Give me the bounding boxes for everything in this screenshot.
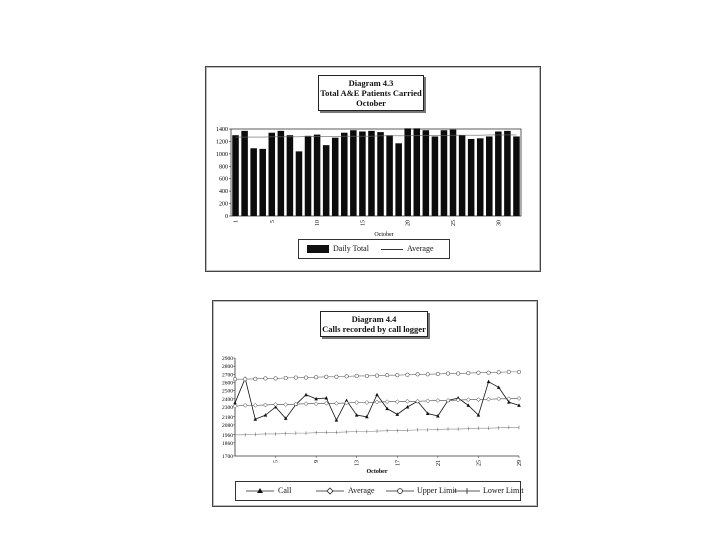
data-point bbox=[365, 401, 369, 405]
chart-panel-patients bbox=[205, 66, 541, 272]
bar bbox=[504, 131, 511, 216]
bar bbox=[241, 131, 248, 216]
data-point bbox=[466, 398, 470, 402]
data-point bbox=[456, 372, 460, 376]
bar bbox=[377, 132, 384, 216]
y-tick-label: 2600 bbox=[222, 380, 233, 387]
y-tick-label: 1860 bbox=[222, 440, 233, 447]
data-point bbox=[355, 374, 359, 378]
data-point bbox=[406, 373, 410, 377]
data-point bbox=[466, 403, 470, 407]
series-line bbox=[235, 378, 519, 420]
data-point bbox=[253, 403, 257, 407]
bar bbox=[477, 138, 484, 216]
data-point bbox=[243, 377, 247, 381]
bar-swatch bbox=[307, 245, 329, 253]
data-point bbox=[416, 373, 420, 377]
data-point bbox=[365, 374, 369, 378]
data-point bbox=[324, 375, 328, 379]
bar bbox=[269, 133, 276, 216]
bar bbox=[513, 136, 520, 216]
data-point bbox=[517, 396, 521, 400]
bar bbox=[459, 135, 466, 216]
data-point bbox=[274, 403, 278, 407]
bar bbox=[259, 149, 266, 216]
title-line: Diagram 4.3 bbox=[348, 78, 394, 88]
data-point bbox=[487, 371, 491, 375]
x-tick-label: 17 bbox=[395, 460, 402, 466]
data-point bbox=[466, 371, 470, 375]
data-point bbox=[264, 377, 268, 381]
legend-label: Daily Total bbox=[333, 244, 369, 253]
y-tick-label: 2500 bbox=[222, 388, 233, 395]
data-point bbox=[395, 412, 399, 416]
y-tick-label: 800 bbox=[219, 164, 228, 171]
y-tick-label: 1200 bbox=[216, 139, 228, 146]
bar bbox=[441, 130, 448, 216]
data-point bbox=[334, 401, 338, 405]
legend-label: Upper Limit bbox=[417, 486, 457, 495]
y-tick-label: 2300 bbox=[222, 405, 233, 411]
x-tick-label: 21 bbox=[435, 460, 442, 466]
data-point bbox=[375, 400, 379, 404]
title-line: Total A&E Patients Carried bbox=[320, 88, 422, 98]
line-chart bbox=[213, 301, 537, 506]
bar bbox=[278, 131, 285, 216]
bar bbox=[432, 136, 439, 216]
bar bbox=[314, 135, 321, 216]
bar bbox=[305, 136, 312, 216]
data-point bbox=[385, 373, 389, 377]
data-point bbox=[284, 376, 288, 380]
data-point bbox=[263, 403, 267, 407]
title-line: Diagram 4.4 bbox=[351, 314, 397, 324]
data-point bbox=[487, 380, 491, 384]
bar bbox=[423, 130, 430, 216]
bar bbox=[350, 130, 357, 216]
data-point bbox=[274, 377, 278, 381]
data-point bbox=[375, 393, 379, 397]
x-axis-label: October bbox=[374, 232, 394, 238]
y-tick-label: 2400 bbox=[222, 396, 233, 403]
line-swatch bbox=[381, 249, 403, 250]
y-tick-label: 2900 bbox=[222, 356, 233, 362]
data-point bbox=[314, 402, 318, 406]
y-tick-label: 400 bbox=[219, 189, 228, 196]
bar bbox=[323, 145, 330, 216]
data-point bbox=[304, 376, 308, 380]
legend-label: Average bbox=[407, 244, 434, 253]
legend-label: Call bbox=[278, 486, 292, 495]
data-point bbox=[436, 398, 440, 402]
y-tick-label: 1400 bbox=[216, 127, 228, 133]
y-tick-label: 2080 bbox=[222, 422, 233, 429]
x-tick-label: 1 bbox=[233, 220, 240, 223]
x-tick-label: 29 bbox=[517, 460, 523, 466]
bar bbox=[287, 135, 294, 216]
x-tick-label: 25 bbox=[451, 220, 458, 226]
data-point bbox=[446, 372, 450, 376]
title-line: October bbox=[356, 98, 386, 108]
data-point bbox=[405, 399, 409, 403]
data-point bbox=[477, 371, 481, 375]
data-point bbox=[487, 397, 491, 401]
y-tick-label: 0 bbox=[225, 214, 228, 220]
x-tick-label: 10 bbox=[315, 220, 322, 226]
data-point bbox=[497, 385, 501, 389]
bar bbox=[386, 135, 393, 216]
legend-label: Lower Limit bbox=[483, 486, 524, 495]
chart-legend bbox=[298, 239, 450, 259]
data-point bbox=[233, 404, 237, 408]
data-point bbox=[375, 374, 379, 378]
data-point bbox=[243, 403, 247, 407]
x-axis-label: October bbox=[366, 469, 388, 475]
legend-label: Average bbox=[348, 486, 375, 495]
data-point bbox=[385, 400, 389, 404]
data-point bbox=[355, 401, 359, 405]
data-point bbox=[345, 375, 349, 379]
chart-legend bbox=[235, 481, 524, 501]
bar bbox=[450, 130, 457, 216]
y-tick-label: 1700 bbox=[222, 454, 233, 460]
data-point bbox=[335, 418, 339, 422]
y-tick-label: 200 bbox=[219, 201, 228, 208]
data-point bbox=[497, 397, 501, 401]
x-tick-label: 20 bbox=[405, 220, 412, 226]
bar bbox=[359, 131, 366, 216]
data-point bbox=[233, 377, 237, 381]
data-point bbox=[395, 373, 399, 377]
bar bbox=[414, 128, 421, 216]
x-tick-label: 5 bbox=[269, 220, 276, 223]
data-point bbox=[476, 398, 480, 402]
data-point bbox=[517, 370, 521, 374]
data-point bbox=[335, 375, 339, 379]
bar bbox=[332, 138, 339, 216]
x-tick-label: 25 bbox=[476, 460, 483, 466]
bar bbox=[495, 131, 502, 216]
y-tick-label: 1000 bbox=[216, 151, 228, 158]
y-tick-label: 1960 bbox=[222, 432, 233, 439]
bar bbox=[232, 135, 239, 216]
data-point bbox=[395, 400, 399, 404]
data-point bbox=[304, 402, 308, 406]
x-tick-label: 9 bbox=[314, 460, 321, 463]
chart-panel-calls bbox=[212, 300, 538, 507]
bar bbox=[296, 151, 303, 216]
data-point bbox=[294, 376, 298, 380]
bar bbox=[250, 148, 257, 216]
bar bbox=[486, 136, 493, 216]
x-tick-label: 13 bbox=[354, 460, 361, 466]
x-tick-label: 5 bbox=[273, 460, 280, 463]
data-point bbox=[426, 399, 430, 403]
data-point bbox=[426, 373, 430, 377]
x-tick-label: 30 bbox=[496, 220, 503, 226]
bar bbox=[395, 143, 402, 216]
data-point bbox=[436, 372, 440, 376]
data-point bbox=[253, 377, 257, 381]
y-tick-label: 2800 bbox=[222, 364, 233, 371]
bar bbox=[341, 133, 348, 216]
bar bbox=[404, 128, 411, 216]
data-point bbox=[314, 375, 318, 379]
data-point bbox=[304, 393, 308, 397]
data-point bbox=[406, 405, 410, 409]
bar bbox=[468, 139, 475, 216]
bar bbox=[368, 131, 375, 216]
y-tick-label: 600 bbox=[219, 176, 228, 183]
y-tick-label: 2700 bbox=[222, 372, 233, 379]
data-point bbox=[507, 370, 511, 374]
y-tick-label: 2180 bbox=[222, 414, 233, 421]
data-point bbox=[497, 370, 501, 374]
data-point bbox=[284, 403, 288, 407]
x-tick-label: 15 bbox=[360, 220, 367, 226]
title-line: Calls recorded by call logger bbox=[322, 324, 426, 334]
